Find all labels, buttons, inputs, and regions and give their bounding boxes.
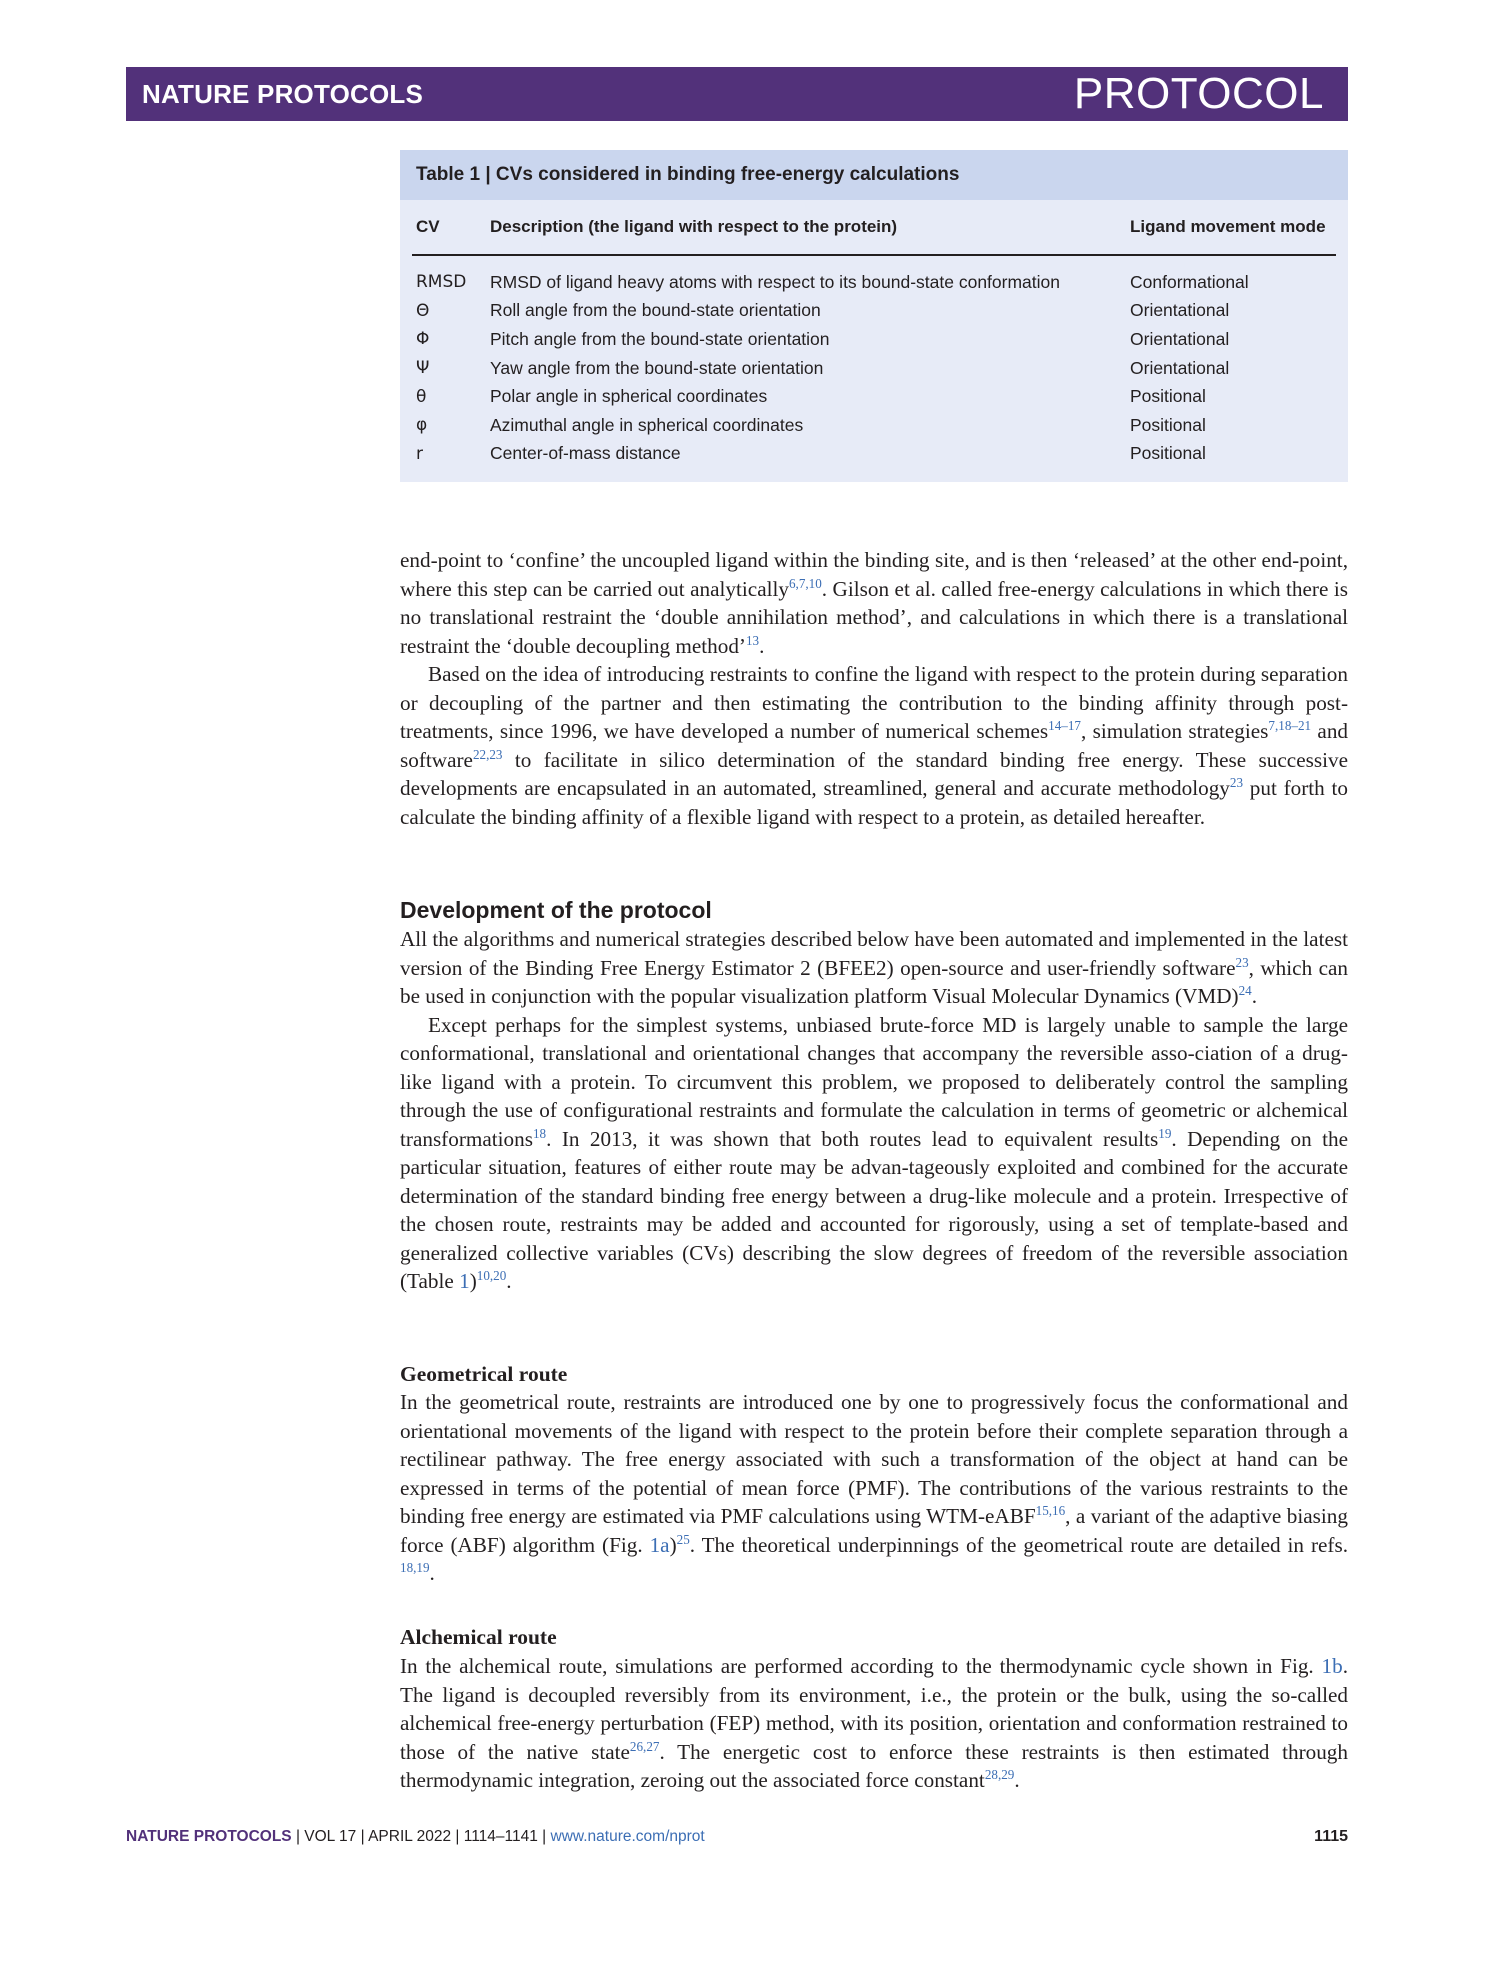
- journal-name: NATURE PROTOCOLS: [142, 78, 424, 109]
- cell-mode: Positional: [1130, 386, 1206, 407]
- text-run: ): [469, 1269, 477, 1293]
- alchemical-paragraph: [400, 1652, 1348, 1795]
- citation-link[interactable]: 6,7,10: [788, 575, 822, 591]
- citation-link[interactable]: 22,23: [472, 746, 503, 762]
- footer-volume: VOL 17: [304, 1828, 357, 1845]
- text-run: . In 2013, it was shown that both routes lead to equivalent results: [546, 1126, 1159, 1151]
- table-link[interactable]: 1: [459, 1269, 470, 1293]
- table-title: Table 1 | CVs considered in binding free-energy calculations: [400, 150, 1348, 200]
- cell-description: Yaw angle from the bound-state orientation: [490, 357, 824, 378]
- text-run: end-point to ‘confine’ the uncoupled ligand within the binding site, and is then ‘released’ at the other end-point, where this step can be carried out analytically: [400, 548, 1348, 601]
- page-footer: NATURE PROTOCOLS | VOL 17 | APRIL 2022 | 1114–1141 | www.nature.com/nprot: [126, 1828, 705, 1845]
- paragraph: [400, 1011, 1348, 1296]
- text-run: In the alchemical route, simulations are performed according to the thermodynamic cycle shown in Fig.: [400, 1654, 1322, 1678]
- table-row: [416, 411, 1338, 440]
- text-run: , a variant of the adaptive biasing force (ABF) algorithm (Fig.: [400, 1504, 1348, 1557]
- table-body: [416, 268, 1338, 468]
- intro-paragraphs: [400, 546, 1348, 831]
- section-heading-development: Development of the protocol: [400, 897, 712, 923]
- text-run: . Gilson et al. called free-energy calculations in which there is no translational restraint the ‘double annihilation method’, and calculations in which there is a translational restraint the ‘double decoupling method’: [400, 576, 1349, 658]
- text-run: ): [669, 1532, 677, 1557]
- citation-link[interactable]: 25: [676, 1531, 690, 1547]
- cell-mode: Orientational: [1130, 300, 1230, 321]
- cell-mode: Conformational: [1130, 271, 1249, 292]
- table-header-row: [400, 200, 1348, 254]
- citation-link[interactable]: 19: [1158, 1125, 1172, 1141]
- column-header-mode: Ligand movement mode: [1130, 217, 1326, 236]
- footer-url-link[interactable]: www.nature.com/nprot: [550, 1828, 705, 1845]
- paragraph: [400, 1388, 1348, 1588]
- subsection-heading-alchemical: Alchemical route: [400, 1625, 557, 1649]
- cell-cv: RMSD: [416, 272, 467, 293]
- table-row: [416, 440, 1338, 469]
- subsection-heading-geometrical: Geometrical route: [400, 1362, 568, 1386]
- text-run: , simulation strategies: [1080, 719, 1269, 743]
- figure-link[interactable]: 1a: [649, 1532, 670, 1557]
- figure-link[interactable]: 1b: [1321, 1654, 1343, 1678]
- cell-description: Roll angle from the bound-state orientation: [490, 300, 821, 321]
- table-1: [400, 150, 1348, 482]
- text-run: .: [1251, 984, 1258, 1008]
- cell-description: Center-of-mass distance: [490, 443, 681, 464]
- cell-mode: Positional: [1130, 414, 1206, 435]
- cell-cv: Θ: [416, 300, 430, 321]
- citation-link[interactable]: 14–17: [1048, 718, 1081, 734]
- cell-cv: Ψ: [416, 358, 430, 379]
- column-header-cv: CV: [416, 217, 440, 236]
- journal-header-bar: [126, 67, 1348, 121]
- text-run: Except perhaps for the simplest systems, unbiased brute-force MD is largely unable to sample the large conformational, translational and orientational changes that accompany the reversible asso-ciation of a drug-like ligand with a protein. To circumvent this problem, we proposed to deliberately control the sampling through the use of configurational restraints and formulate the calculation in terms of geometric or alchemical transformations: [400, 1012, 1348, 1151]
- text-run: In the geometrical route, restraints are introduced one by one to progressively focus the conformational and orientational movements of the ligand with respect to the protein before their complete separation through a rectilinear pathway. The free energy associated with such a transformation of the object at hand can be expressed in terms of the potential of mean force (PMF). The contributions of the various restraints to the binding free energy are estimated via PMF calculations using WTM-eABF: [400, 1390, 1348, 1528]
- development-paragraphs: [400, 925, 1348, 1296]
- table-row: [416, 325, 1338, 354]
- text-run: .: [429, 1561, 435, 1585]
- citation-link[interactable]: 7,18–21: [1268, 718, 1312, 734]
- text-run: and software: [400, 719, 1349, 772]
- cell-description: Pitch angle from the bound-state orientation: [490, 328, 830, 349]
- citation-link[interactable]: 13: [745, 632, 760, 648]
- table-row: [416, 297, 1338, 326]
- article-type: PROTOCOL: [1073, 69, 1324, 118]
- cell-cv: φ: [416, 415, 428, 436]
- text-run: put forth to calculate the binding affinity of a flexible ligand with respect to a protein, as detailed hereafter.: [400, 776, 1348, 829]
- text-run: . The theoretical underpinnings of the geometrical route are detailed in refs.: [689, 1532, 1348, 1557]
- citation-link[interactable]: 28,29: [984, 1767, 1015, 1783]
- paragraph: [400, 1652, 1348, 1795]
- paragraph: [400, 660, 1348, 831]
- text-run: .: [1014, 1768, 1020, 1792]
- text-run: .: [506, 1269, 512, 1293]
- paragraph: [400, 546, 1348, 660]
- column-header-description: Description (the ligand with respect to the protein): [490, 217, 898, 236]
- citation-link[interactable]: 23: [1229, 775, 1244, 791]
- page-number: 1115: [1314, 1828, 1348, 1845]
- citation-link[interactable]: 23: [1235, 954, 1249, 970]
- paragraph: [400, 925, 1348, 1011]
- citation-link[interactable]: 18: [532, 1125, 547, 1141]
- table-header-rule: [412, 254, 1336, 256]
- citation-link[interactable]: 26,27: [629, 1738, 660, 1754]
- footer-date: APRIL 2022: [368, 1828, 452, 1845]
- text-run: . The ligand is decoupled reversibly from its environment, i.e., the protein or the bulk, using the so-called alchemical free-energy perturbation (FEP) method, with its position, orientation and conformation restrained to those of the native state: [400, 1654, 1348, 1764]
- cell-description: Azimuthal angle in spherical coordinates: [490, 414, 804, 435]
- cell-mode: Positional: [1130, 443, 1206, 464]
- text-run: Based on the idea of introducing restraints to confine the ligand with respect to the protein during separation or decoupling of the partner and then estimating the contribution to the binding affinity through post-treatments, since 1996, we have developed a number of numerical schemes: [400, 662, 1348, 743]
- text-run: . Depending on the particular situation, features of either route may be advan-tageously exploited and combined for the accurate determination of the standard binding free energy between a drug-like molecule and a protein. Irrespective of the chosen route, restraints may be added and accounted for rigorously, using a set of template-based and generalized collective variables (CVs) describing the slow degrees of freedom of the reversible association (Table: [400, 1126, 1348, 1293]
- cell-cv: θ: [416, 386, 427, 407]
- text-run: . The energetic cost to enforce these restraints is then estimated through thermodynamic integration, zeroing out the associated force constant: [400, 1739, 1348, 1792]
- table-row: [416, 354, 1338, 383]
- citation-link[interactable]: 15,16: [1035, 1503, 1066, 1519]
- footer-pages: 1114–1141: [463, 1828, 538, 1845]
- citation-link[interactable]: 18,19: [400, 1560, 430, 1576]
- cell-cv: r: [416, 443, 423, 464]
- cell-cv: Φ: [416, 329, 430, 350]
- citation-link[interactable]: 24: [1238, 983, 1252, 999]
- cell-mode: Orientational: [1130, 328, 1230, 349]
- cell-description: RMSD of ligand heavy atoms with respect to its bound-state conformation: [490, 271, 1060, 292]
- text-run: , which can be used in conjunction with the popular visualization platform Visual Molecular Dynamics (VMD): [400, 955, 1349, 1008]
- geometrical-paragraph: [400, 1388, 1348, 1588]
- cell-mode: Orientational: [1130, 357, 1230, 378]
- cell-description: Polar angle in spherical coordinates: [490, 386, 768, 407]
- footer-journal: NATURE PROTOCOLS: [126, 1828, 292, 1845]
- table-row: [416, 382, 1338, 411]
- citation-link[interactable]: 10,20: [476, 1268, 507, 1284]
- text-run: .: [759, 633, 765, 658]
- text-run: to facilitate in silico determination of the standard binding free energy. These successive developments are encapsulated in an automated, streamlined, general and accurate methodology: [400, 747, 1348, 800]
- table-row: [416, 268, 1338, 297]
- text-run: All the algorithms and numerical strategies described below have been automated and implemented in the latest version of the Binding Free Energy Estimator 2 (BFEE2) open-source and user-friendly software: [400, 927, 1348, 980]
